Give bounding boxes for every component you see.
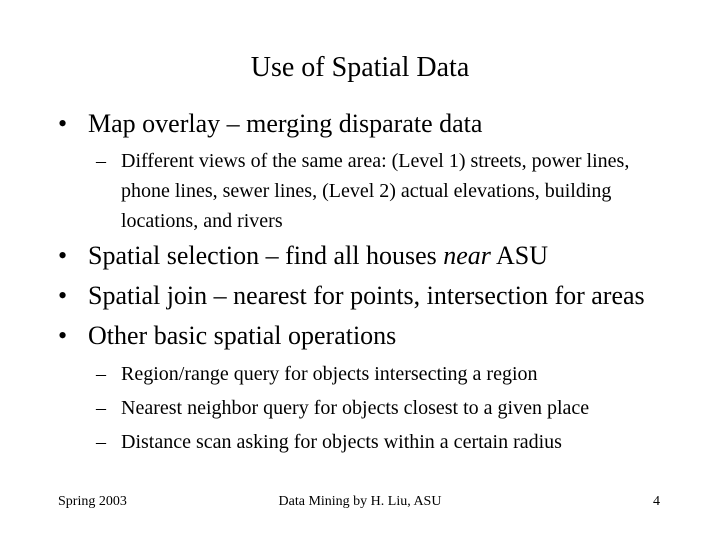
sub-bullet-symbol: – <box>96 150 106 172</box>
bullet-text: Map overlay – merging disparate data <box>88 109 483 138</box>
sub-item-text: Nearest neighbor query for objects closest to a given place <box>121 397 590 419</box>
sub-item-text: Different views of the same area: (Level 1) streets, power lines, phone lines, sewer lines, (Level 2) actual elevations, building locations, and rivers <box>121 150 630 232</box>
footer-page-number: 4 <box>653 494 660 509</box>
bullet-text-emphasis: near <box>443 241 491 270</box>
bullet-text-after: ASU <box>490 241 549 270</box>
bullet-symbol: • <box>58 109 68 138</box>
sub-item-distance-scan <box>96 427 681 457</box>
bullet-symbol: • <box>58 241 68 270</box>
bullet-symbol: • <box>58 321 68 350</box>
slide-title: Use of Spatial Data <box>250 52 470 83</box>
bullet-item-other-operations <box>58 316 396 356</box>
bullet-text: Other basic spatial operations <box>88 321 397 350</box>
bullet-symbol: • <box>58 281 68 310</box>
sub-item-different-views <box>96 146 681 236</box>
sub-item-text: Region/range query for objects intersecting a region <box>121 363 538 385</box>
bullet-text: Spatial join – nearest for points, intersection for areas <box>88 281 645 310</box>
sub-bullet-symbol: – <box>96 363 106 385</box>
bullet-item-spatial-selection <box>58 236 548 276</box>
bullet-item-map-overlay <box>58 104 482 144</box>
sub-bullet-symbol: – <box>96 431 106 453</box>
footer-date: Spring 2003 <box>58 494 127 509</box>
sub-item-text: Distance scan asking for objects within a certain radius <box>121 431 562 453</box>
footer-course: Data Mining by H. Liu, ASU <box>278 494 442 509</box>
sub-bullet-symbol: – <box>96 397 106 419</box>
bullet-text-before: Spatial selection – find all houses <box>88 241 444 270</box>
bullet-item-spatial-join <box>58 276 645 316</box>
sub-item-region-query <box>96 359 681 389</box>
sub-item-nearest-neighbor <box>96 393 681 423</box>
